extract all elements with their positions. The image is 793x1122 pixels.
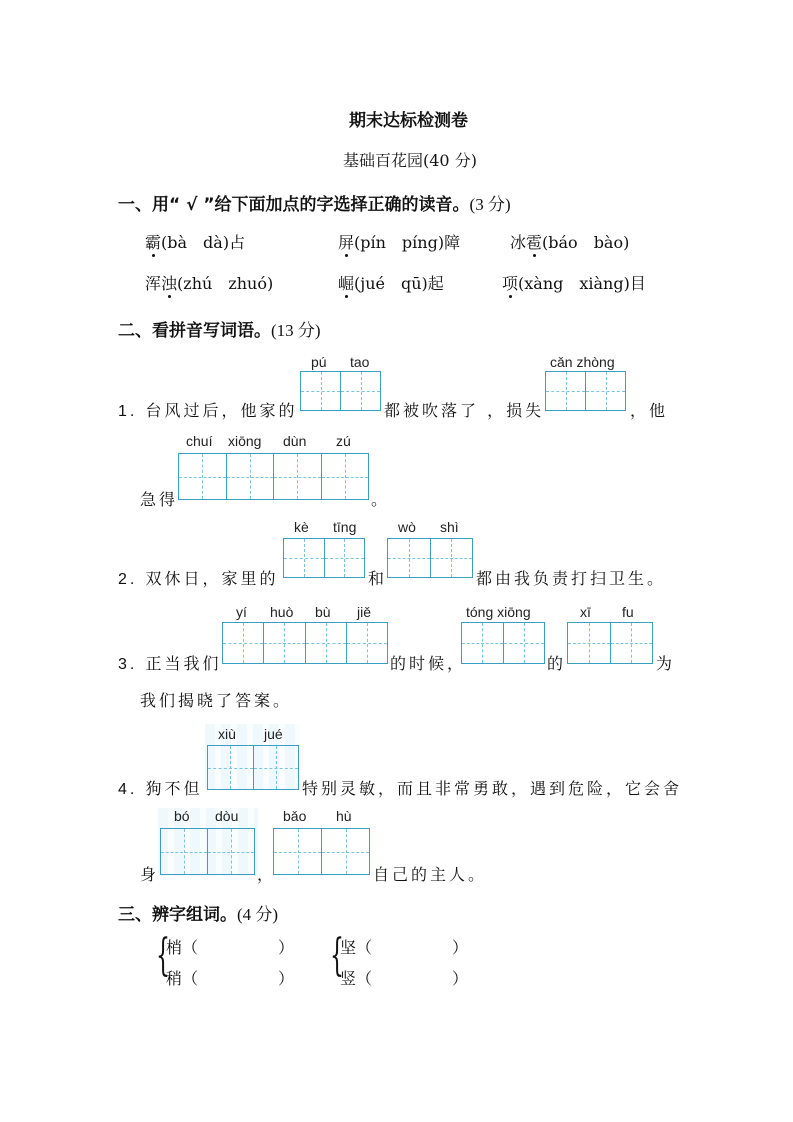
pinyin: chuí [186, 433, 213, 449]
s1-item-1: 霸(bà dà)占 [145, 233, 246, 252]
q1-text-b: 都被吹落了 ，损失 [384, 401, 545, 420]
q3-text-b: 的时候， [390, 654, 467, 673]
pinyin: dùn [283, 433, 307, 449]
q3-text-c: 的 [547, 654, 567, 673]
pinyin: bù [315, 604, 331, 620]
pinyin: bó [174, 808, 190, 824]
answer-grid-q1-2[interactable] [545, 371, 626, 411]
s1-item-6: 项(xàng xiàng)目 [502, 274, 646, 293]
q1-text-e: 。 [371, 490, 391, 509]
pinyin: cǎn zhòng [550, 354, 615, 370]
answer-grid-q2-2[interactable] [387, 538, 473, 578]
answer-grid-q4-1[interactable] [207, 745, 299, 790]
q2-text-c: 都由我负责打扫卫生。 [476, 569, 667, 588]
pinyin: kè [294, 519, 309, 535]
q3-line1: 3. 正当我们 [118, 654, 222, 673]
answer-grid-q3-2[interactable] [461, 622, 545, 664]
pinyin: huò [270, 604, 294, 620]
brace-left: { [156, 930, 170, 981]
q4-line1: 4. 狗不但 [118, 779, 203, 798]
s3-left-1[interactable]: 梢（ ） [166, 938, 295, 957]
q2-text-b: 和 [368, 569, 388, 588]
q1-line1: 1. 台风过后，他家的 [118, 401, 298, 420]
s1-item-4: 浑浊(zhú zhuó) [145, 274, 274, 293]
pinyin: jué [264, 726, 283, 742]
pinyin: hù [336, 808, 352, 824]
s3-right-2[interactable]: 竖（ ） [340, 969, 469, 988]
q2-line1: 2. 双休日，家里的 [118, 569, 279, 588]
q1-text-c: ，他 [630, 401, 669, 420]
answer-grid-q2-1[interactable] [283, 538, 365, 578]
pinyin: tóng xiōng [466, 604, 531, 620]
s3-right-1[interactable]: 坚（ ） [340, 938, 469, 957]
pinyin: yí [236, 604, 247, 620]
pinyin: zú [336, 433, 351, 449]
pinyin: dòu [215, 808, 239, 824]
pinyin: xī [580, 604, 591, 620]
section3-heading: 三、辨字组词。(4 分) [118, 905, 279, 925]
q3-text-d: 为 [656, 654, 676, 673]
pinyin: tīng [333, 519, 357, 535]
q3-text-e: 我们揭晓了答案。 [140, 691, 293, 710]
page-title: 期末达标检测卷 [349, 111, 468, 131]
q4-text-d: ， [257, 865, 277, 884]
pinyin: wò [398, 519, 416, 535]
answer-grid-q3-1[interactable] [222, 622, 388, 664]
brace-right: { [330, 930, 344, 981]
q4-text-b: 特别灵敏，而且非常勇敢，遇到危险，它会舍 [302, 779, 683, 798]
answer-grid-q1-3[interactable] [178, 453, 369, 500]
answer-grid-q4-3[interactable] [273, 828, 370, 875]
section1-heading: 一、用“ √ ”给下面加点的字选择正确的读音。(3 分) [118, 195, 511, 215]
pinyin: xiōng [228, 433, 262, 449]
q4-text-e: 自己的主人。 [373, 865, 488, 884]
s3-left-2[interactable]: 稍（ ） [166, 969, 295, 988]
answer-grid-q1-1[interactable] [300, 371, 381, 411]
pinyin: jiě [357, 604, 372, 620]
answer-grid-q3-3[interactable] [567, 622, 653, 664]
pinyin: shì [440, 519, 459, 535]
q1-text-d: 急得 [140, 490, 179, 509]
answer-grid-q4-2[interactable] [160, 828, 255, 875]
s1-item-3: 冰雹(báo bào) [510, 233, 630, 252]
q4-text-c: 身 [140, 865, 160, 884]
subtitle: 基础百花园(40 分) [343, 151, 477, 170]
pinyin: fu [622, 604, 634, 620]
pinyin: bǎo [283, 808, 307, 824]
s1-item-5: 崛(jué qū)起 [338, 274, 444, 293]
s1-item-2: 屏(pín píng)障 [338, 233, 461, 252]
section2-heading: 二、看拼音写词语。(13 分) [118, 321, 321, 341]
pinyin: tao [350, 354, 370, 370]
pinyin: pú [311, 354, 327, 370]
pinyin: xiù [218, 726, 236, 742]
